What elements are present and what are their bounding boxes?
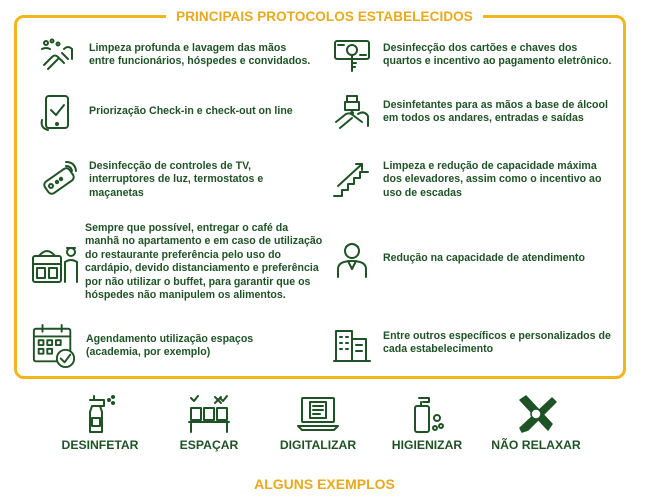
protocol-text: Priorização Check-in e check-out on line: [89, 105, 293, 118]
handwash-icon: [37, 34, 79, 76]
example-sanitize: [372, 394, 482, 452]
protocol-text: Desinfetantes para as mãos a base de álcool em todos os andares, entradas e saídas: [383, 98, 608, 124]
spray-bottle-icon: [78, 394, 122, 434]
stairs-icon: [331, 159, 373, 201]
protocol-item-elevators: [331, 159, 613, 201]
attendant-icon: [331, 238, 373, 280]
examples-title: ALGUNS EXEMPLOS: [254, 476, 395, 492]
buildings-icon: [331, 322, 373, 364]
keycard-icon: [331, 34, 373, 76]
protocol-item-checkin: [37, 91, 314, 133]
protocol-text: Entre outros específicos e personalizados de cada estabelecimento: [383, 329, 611, 355]
protocol-text: Limpeza e redução de capacidade máxima dos elevadores, assim como o incentivo ao uso de escadas: [383, 159, 602, 199]
example-label: DESINFETAR: [61, 438, 139, 452]
examples-row: [0, 394, 649, 456]
protocol-item-schedule: [30, 322, 286, 370]
soap-dispenser-icon: [405, 394, 449, 434]
protocol-item-handwash: [37, 34, 314, 76]
frame-title: [0, 8, 649, 26]
phone-check-icon: [37, 91, 79, 133]
crossed-tools-icon: [514, 394, 558, 434]
example-label: HIGIENIZAR: [391, 438, 463, 452]
protocol-item-attendance: [331, 238, 613, 280]
protocols-title: PRINCIPAIS PROTOCOLOS ESTABELECIDOS: [166, 9, 483, 24]
protocol-item-other: [331, 322, 613, 364]
spaced-seats-icon: [187, 394, 231, 434]
protocol-item-sanitizer: [331, 91, 613, 133]
protocol-text: Desinfecção de controles de TV, interruptores de luz, termostatos e maçanetas: [89, 159, 264, 199]
protocol-text: Agendamento utilização espaços (academia, por exemplo): [86, 332, 254, 358]
example-disinfect: [45, 394, 155, 452]
protocol-item-breakfast: [30, 222, 325, 302]
remote-control-icon: [37, 159, 79, 201]
protocol-text: Redução na capacidade de atendimento: [383, 252, 585, 265]
example-digitize: [263, 394, 373, 452]
protocol-text: Desinfecção dos cartões e chaves dos quartos e incentivo ao pagamento eletrônico.: [383, 41, 612, 67]
protocol-item-keycard: [331, 34, 613, 76]
example-space: [154, 394, 264, 452]
example-label: DIGITALIZAR: [279, 438, 357, 452]
breakfast-service-icon: [30, 237, 80, 287]
example-label: ESPAÇAR: [179, 438, 239, 452]
calendar-check-icon: [30, 322, 78, 370]
example-dont-relax: [481, 394, 591, 452]
protocol-item-controls: [37, 159, 289, 201]
sanitizer-hands-icon: [331, 91, 373, 133]
example-label: NÃO RELAXAR: [491, 438, 581, 452]
protocol-text: Sempre que possível, entregar o café da manhã no apartamento e em caso de utilização do restaurante preferência pelo uso do cardápio, devido distanciamento e preferência por não utilizar o buffet, para garantir que os hóspedes não manipulem os alimentos.: [85, 222, 323, 302]
protocol-text: Limpeza profunda e lavagem das mãos entre funcionários, hóspedes e convidados.: [89, 41, 311, 67]
laptop-document-icon: [296, 394, 340, 434]
